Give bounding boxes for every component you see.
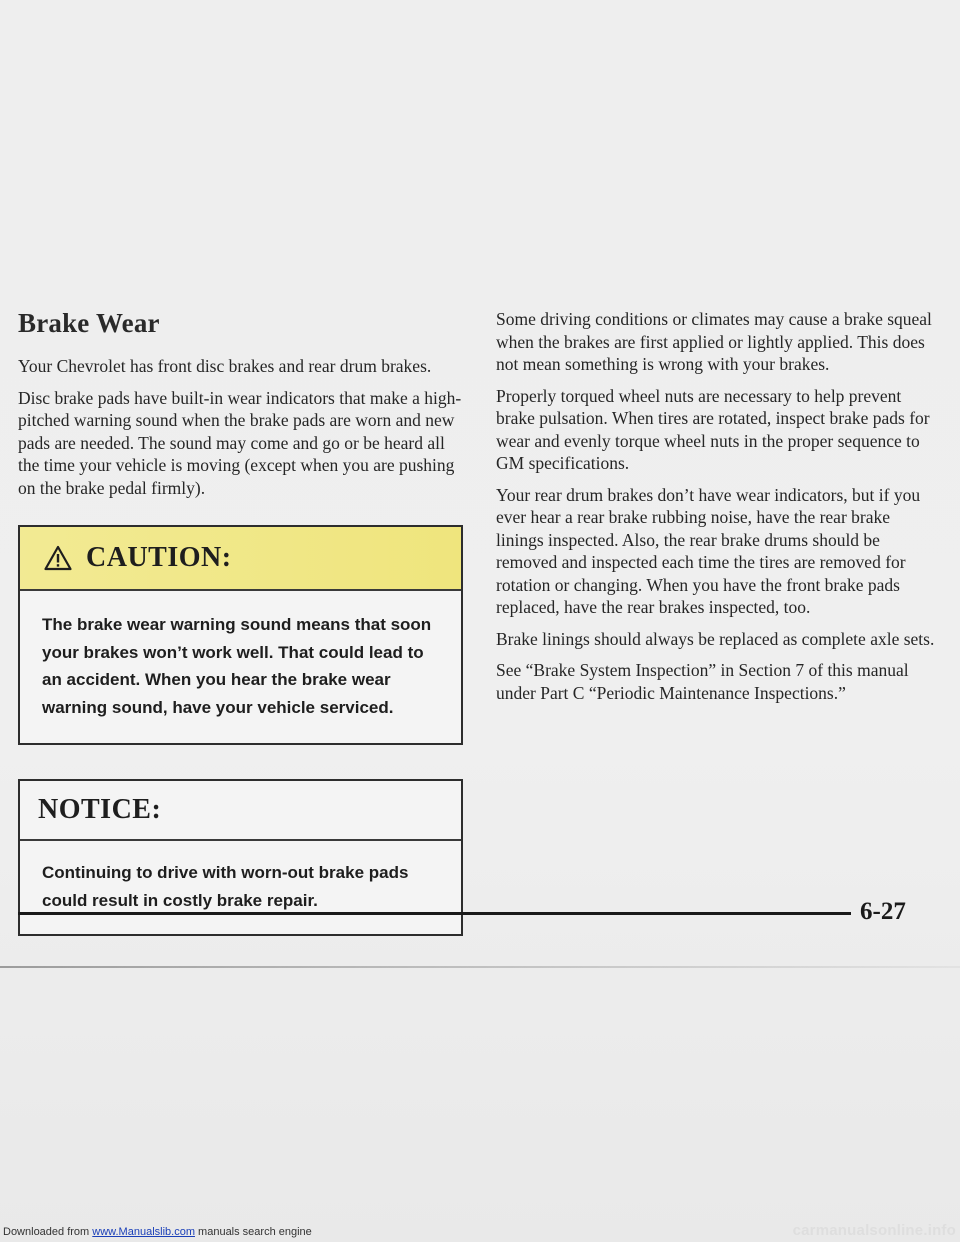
left-column	[18, 308, 463, 936]
scan-line	[0, 966, 960, 968]
download-credit	[3, 1226, 312, 1238]
intro-paragraph: Your Chevrolet has front disc brakes and rear drum brakes.	[18, 356, 432, 376]
caution-header	[20, 527, 461, 591]
notice-text: Continuing to drive with worn-out brake pads could result in costly brake repair.	[42, 863, 409, 910]
inspection-reference-paragraph: See “Brake System Inspection” in Section 7 of this manual under Part C “Periodic Maintenance Inspections.”	[496, 660, 909, 703]
section-title: Brake Wear	[18, 308, 160, 338]
drum-brakes-paragraph: Your rear drum brakes don’t have wear indicators, but if you ever hear a rear brake rubbing noise, have the rear brake linings inspected. Also, the rear brake drums should be removed and inspected each time the tires are removed for rotation or changing. When you have the front brake pads replaced, have the rear brakes inspected, too.	[496, 484, 921, 617]
credit-suffix: manuals search engine	[198, 1226, 312, 1238]
caution-label: CAUTION:	[86, 542, 232, 573]
disc-pads-paragraph: Disc brake pads have built-in wear indicators that make a high-pitched warning sound when the brake pads are worn and new pads are needed. The sound may come and go or be heard all the time your vehicle is moving (except when you are pushing on the brake pedal firmly).	[18, 387, 462, 498]
caution-text: The brake wear warning sound means that soon your brakes won’t work well. That could lead to an accident. When you hear the brake wear warning sound, have your vehicle serviced.	[42, 615, 432, 717]
footer-rule	[18, 912, 851, 915]
manualslib-link[interactable]: www.Manualslib.com	[92, 1226, 195, 1238]
page-number: 6-27	[860, 898, 906, 925]
warning-triangle-icon	[44, 545, 72, 571]
caution-box	[18, 525, 463, 745]
right-column	[496, 308, 938, 713]
linings-paragraph: Brake linings should always be replaced as complete axle sets.	[496, 628, 935, 649]
notice-label: NOTICE:	[38, 794, 162, 825]
watermark-text: carmanualsonline.info	[792, 1222, 956, 1239]
notice-header	[20, 781, 461, 841]
wheel-nuts-paragraph: Properly torqued wheel nuts are necessary to help prevent brake pulsation. When tires are rotated, inspect brake pads for wear and evenly torque wheel nuts in the proper sequence to GM specifications.	[496, 385, 930, 473]
squeal-paragraph: Some driving conditions or climates may cause a brake squeal when the brakes are first applied or lightly applied. This does not mean something is wrong with your brakes.	[496, 309, 932, 374]
credit-prefix: Downloaded from	[3, 1226, 90, 1238]
